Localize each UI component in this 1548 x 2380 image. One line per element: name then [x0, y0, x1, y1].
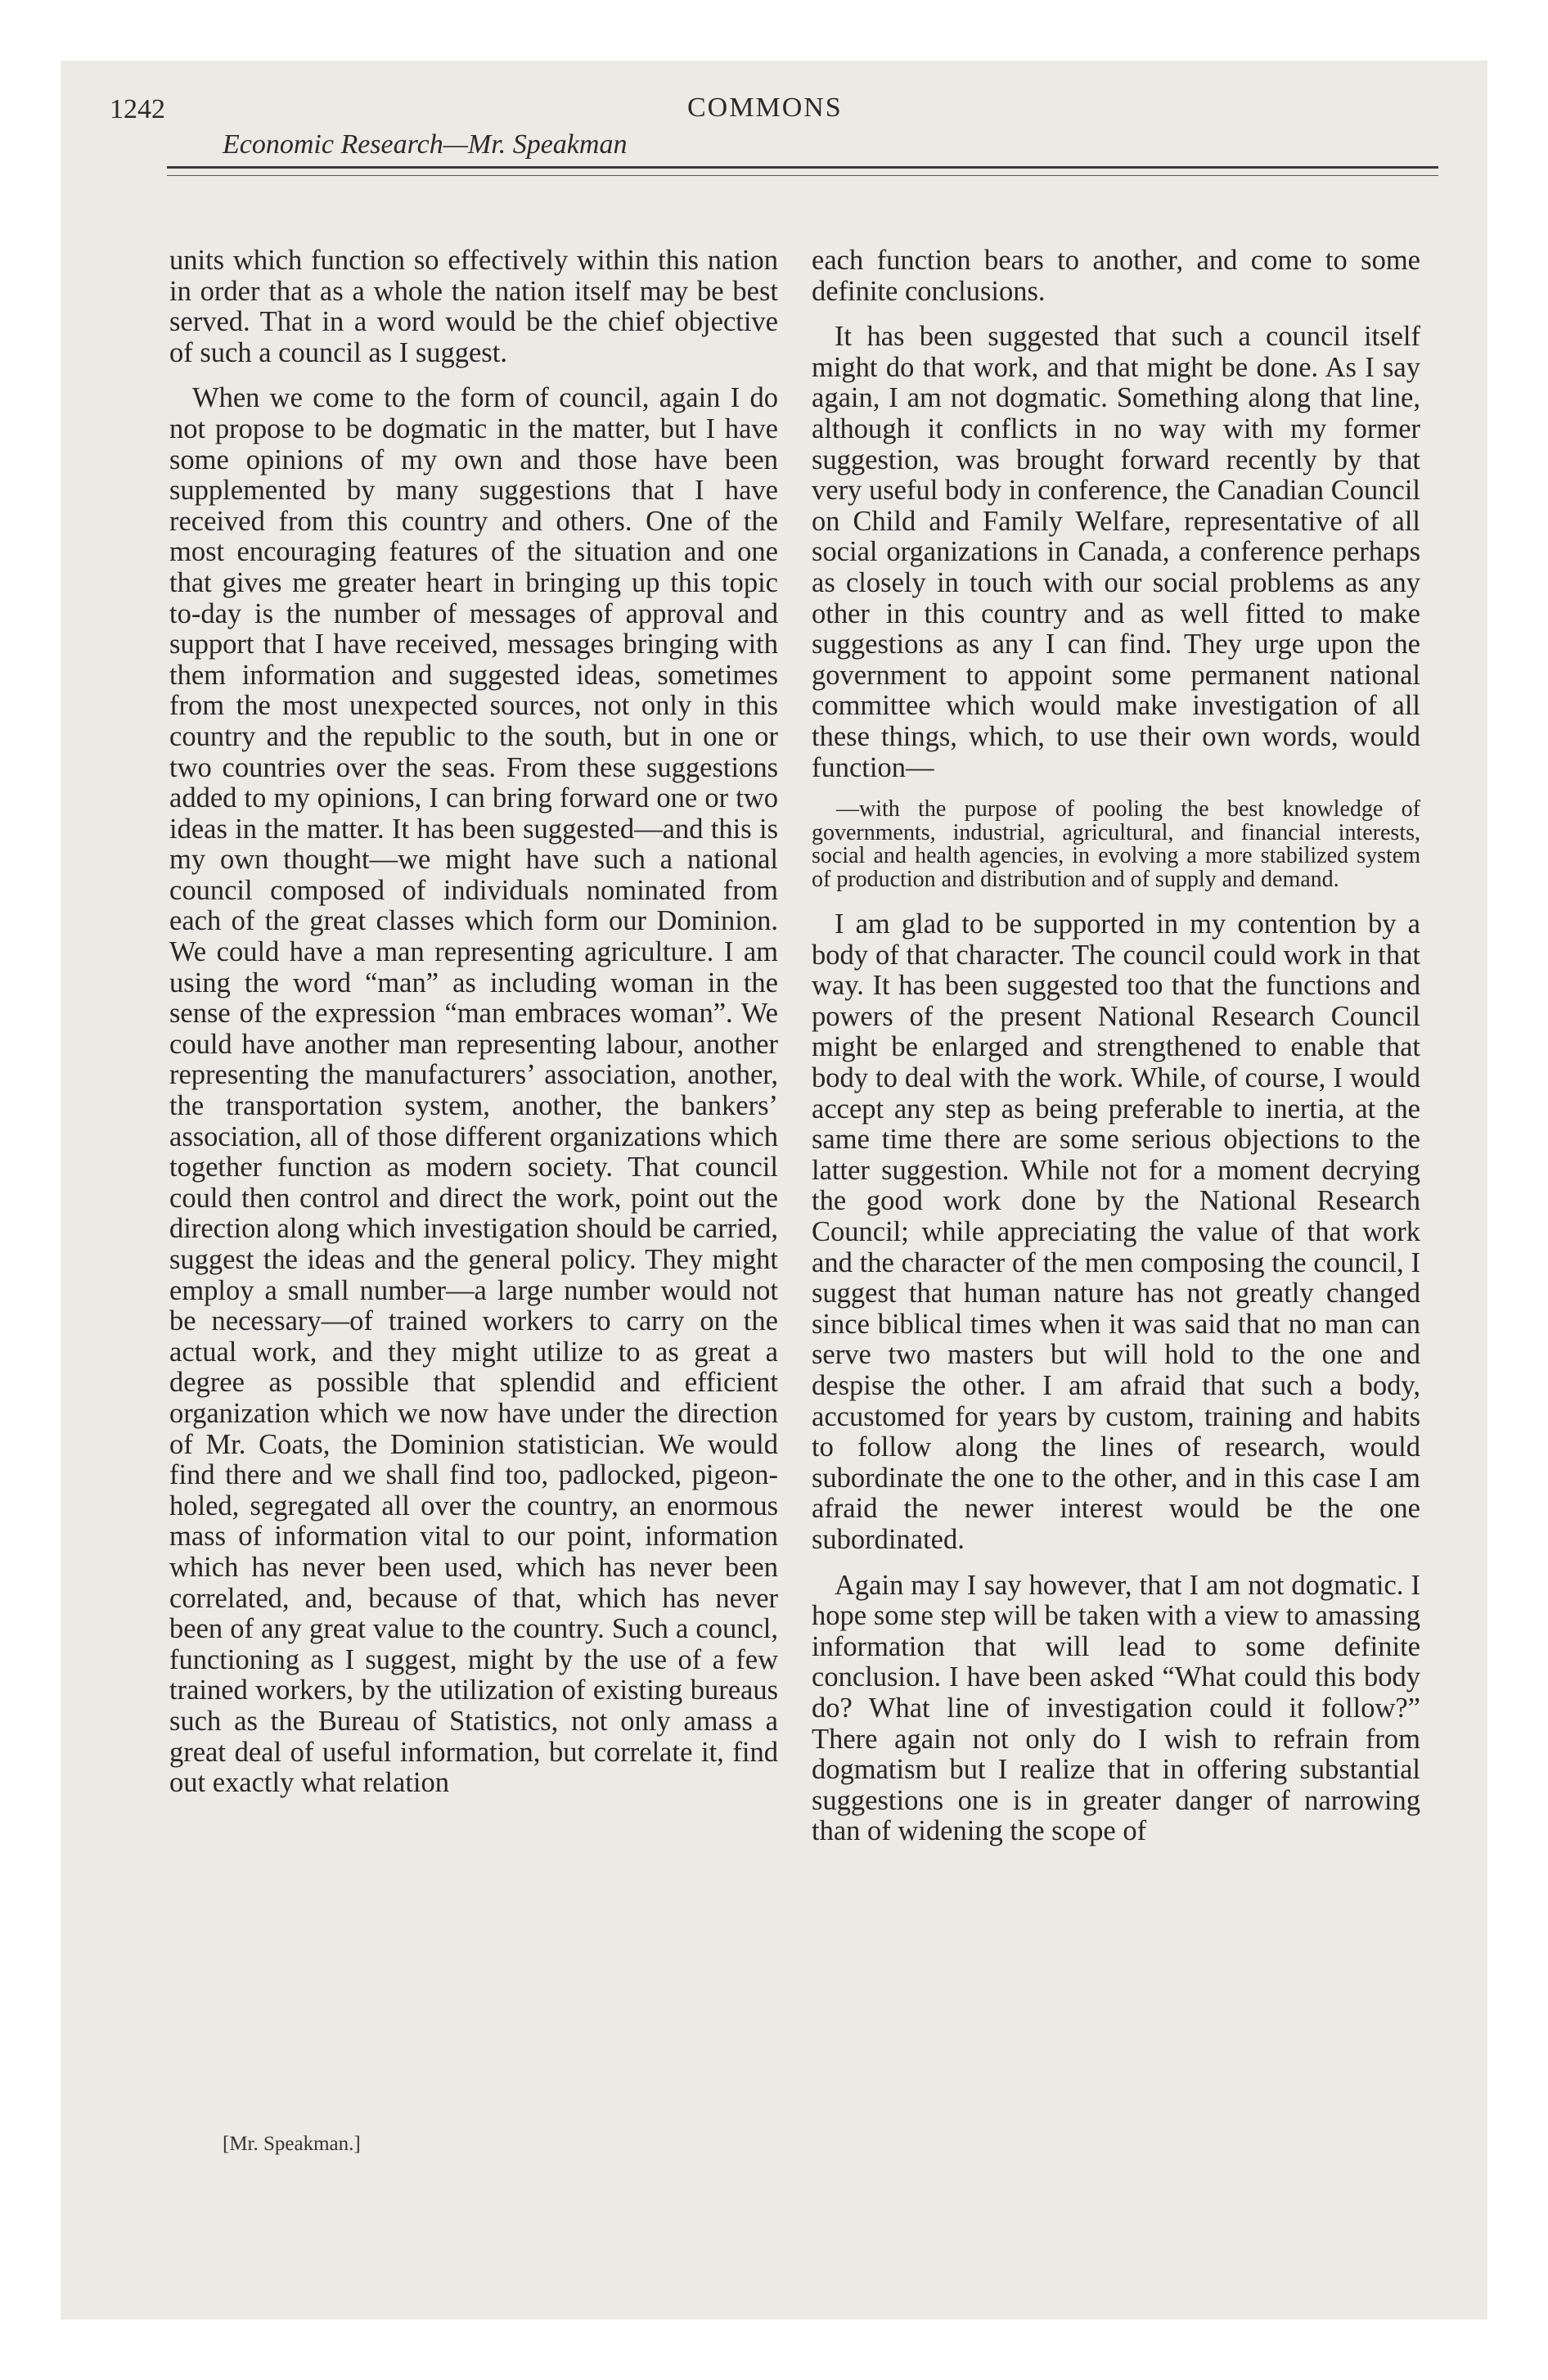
paragraph: units which function so effectively within this nation in order that as a whole the nation itself may be best served. That in a word would be the chief objective of such a council as I suggest.	[169, 246, 778, 368]
right-column	[812, 246, 1420, 2202]
paragraph: It has been suggested that such a council itself might do that work, and that might be done. As I say again, I am not dogmatic. Something along that line, although it conflicts in no way with my former suggestion, was brought forward recently by that very useful body in conference, the Canadian Council on Child and Family Welfare, representative of all social organizations in Canada, a conference perhaps as closely in touch with our social problems as any other in this country and as well fitted to make suggestions as any I can find. They urge upon the government to appoint some permanent national committee which would make investigation of all these things, which, to use their own words, would function—	[812, 321, 1420, 783]
paragraph: Again may I say however, that I am not dogmatic. I hope some step will be taken with a view to amassing information that will lead to some definite conclusion. I have been asked “What could this body do? What line of investigation could it follow?” There again not only do I wish to refrain from dogmatism but I realize that in offering substantial suggestions one is in greater danger of narrowing than of widening the scope of	[812, 1569, 1420, 1847]
page-number: 1242	[110, 94, 165, 124]
block-quote-text: —with the purpose of pooling the best knowledge of governments, industrial, agricultural, and financial interests, social and health agencies, in evolving a more stabilized system of production and distribution and of supply and demand.	[812, 796, 1420, 892]
speaker-tag: [Mr. Speakman.]	[223, 2133, 361, 2155]
paragraph: each function bears to another, and come to some definite conclusions.	[812, 246, 1420, 307]
page-subhead: Economic Research—Mr. Speakman	[223, 129, 628, 160]
paragraph: When we come to the form of council, again I do not propose to be dogmatic in the matter, but I have some opinions of my own and those have been supplemented by many suggestions that I have received from this country and others. One of the most encouraging features of the situation and one that gives me greater heart in bringing up this topic to-day is the number of messages of approval and support that I have received, messages bringing with them information and suggested ideas, sometimes from the most unexpected sources, not only in this country and the republic to the south, but in one or two countries over the seas. From these suggestions added to my opinions, I can bring forward one or two ideas in the matter. It has been suggested—and this is my own thought—we might have such a national council composed of individuals nominated from each of the great classes which form our Dominion. We could have a man representing agriculture. I am using the word “man” as including woman in the sense of the expression “man embraces woman”. We could have another man representing labour, another representing the manufacturers’ association, another, the transportation system, another, the bankers’ association, all of those different organizations which together function as modern society. That council could then control and direct the work, point out the direction along which investigation should be carried, suggest the ideas and the general policy. They might employ a small number—a large number would not be necessary—of trained workers to carry on the actual work, and they might utilize to as great a degree as possible that splendid and efficient organization which we now have under the direction of Mr. Coats, the Dominion statistician. We would find there and we shall find too, padlocked, pigeon-holed, segregated all over the country, an enormous mass of information vital to our point, information which has never been used, which has never been correlated, and, because of that, which has never been of any great value to the country. Such a councl, functioning as I suggest, might by the use of a few trained workers, by the utilization of existing bureaus such as the Bureau of Statistics, not only amass a great deal of useful information, but correlate it, find out exactly what relation	[169, 382, 778, 1799]
running-head: COMMONS	[687, 92, 843, 123]
paragraph: I am glad to be supported in my contention by a body of that character. The council could work in that way. It has been suggested too that the functions and powers of the present National Research Council might be enlarged and strengthened to enable that body to deal with the work. While, of course, I would accept any step as being preferable to inertia, at the same time there are some serious objections to the latter suggestion. While not for a moment decrying the good work done by the National Research Council; while appreciating the value of that work and the character of the men composing the council, I suggest that human nature has not greatly changed since biblical times when it was said that no man can serve two masters but will hold to the one and despise the other. I am afraid that such a body, accustomed for years by custom, training and habits to follow along the lines of research, would subordinate the one to the other, and in this case I am afraid the newer interest would be the one subordinated.	[812, 908, 1420, 1555]
left-column	[169, 246, 778, 2202]
header-rule-thick	[167, 166, 1438, 169]
block-quote	[812, 798, 1420, 891]
header-rule-thin	[167, 175, 1438, 176]
